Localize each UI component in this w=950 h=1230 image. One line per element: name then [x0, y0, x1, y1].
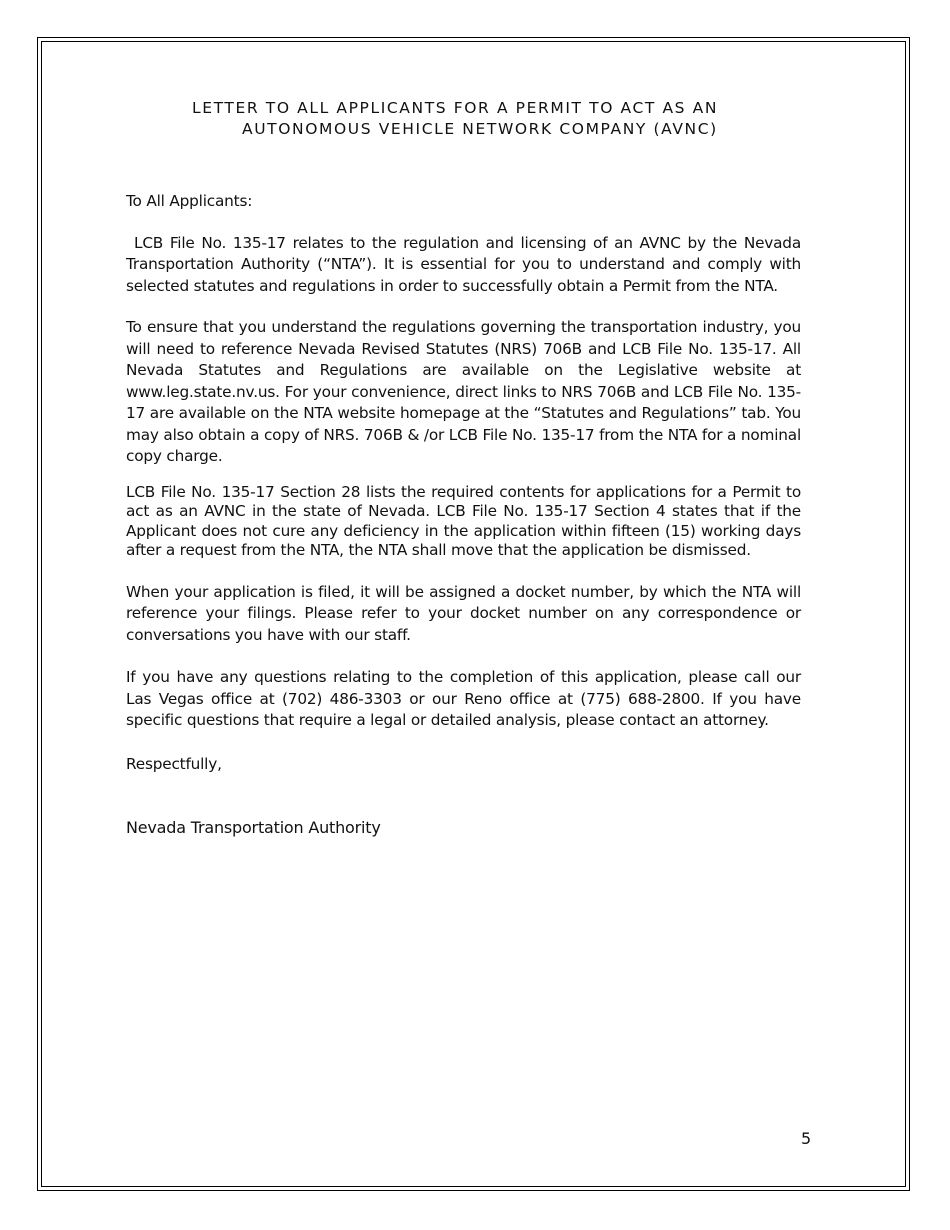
letter-body — [126, 191, 801, 839]
letter-title — [100, 98, 850, 140]
paragraph-lcb-file-overview: LCB File No. 135-17 relates to the regulation and licensing of an AVNC by the Nevada Transportation Authority (“NTA”). It is essential for you to understand and comply with selected statutes and regulations in order to successfully obtain a Permit from the NTA. — [126, 233, 801, 295]
paragraph-contact-info: If you have any questions relating to the completion of this application, please call our Las Vegas office at (702) 486-3303 or our Reno office at (775) 688-2800. If you have specific questions that require a legal or detailed analysis, please contact an attorney. — [126, 668, 801, 729]
paragraph-application-contents: LCB File No. 135-17 Section 28 lists the required contents for applications for a Permit to act as an AVNC in the state of Nevada. LCB File No. 135-17 Section 4 states that if the Applicant does not cure any deficiency in the application within fifteen (15) working days after a request from the NTA, the NTA shall move that the application be dismissed. — [126, 482, 801, 559]
page-number: 5 — [801, 1129, 812, 1148]
letter-title-line-1: LETTER TO ALL APPLICANTS FOR A PERMIT TO ACT AS AN — [192, 99, 719, 117]
letter-title-line-2: AUTONOMOUS VEHICLE NETWORK COMPANY (AVNC) — [242, 120, 718, 138]
signature: Nevada Transportation Authority — [126, 818, 381, 837]
salutation: To All Applicants: — [126, 192, 253, 210]
paragraph-regulations-reference: To ensure that you understand the regulations governing the transportation industry, you will need to reference Nevada Revised Statutes (NRS) 706B and LCB File No. 135-17. All Nevada Statutes and Regulations are available on the Legislative website at www.leg.state.nv.us. For your convenience, direct links to NRS 706B and LCB File No. 135-17 are available on the NTA website homepage at the “Statutes and Regulations” tab. You may also obtain a copy of NRS. 706B & /or LCB File No. 135-17 from the NTA for a nominal copy charge. — [126, 318, 801, 465]
paragraph-docket-number: When your application is filed, it will be assigned a docket number, by which the NTA will reference your filings. Please refer to your docket number on any correspondence or conversations you have with our staff. — [126, 582, 801, 644]
closing: Respectfully, — [126, 754, 222, 773]
